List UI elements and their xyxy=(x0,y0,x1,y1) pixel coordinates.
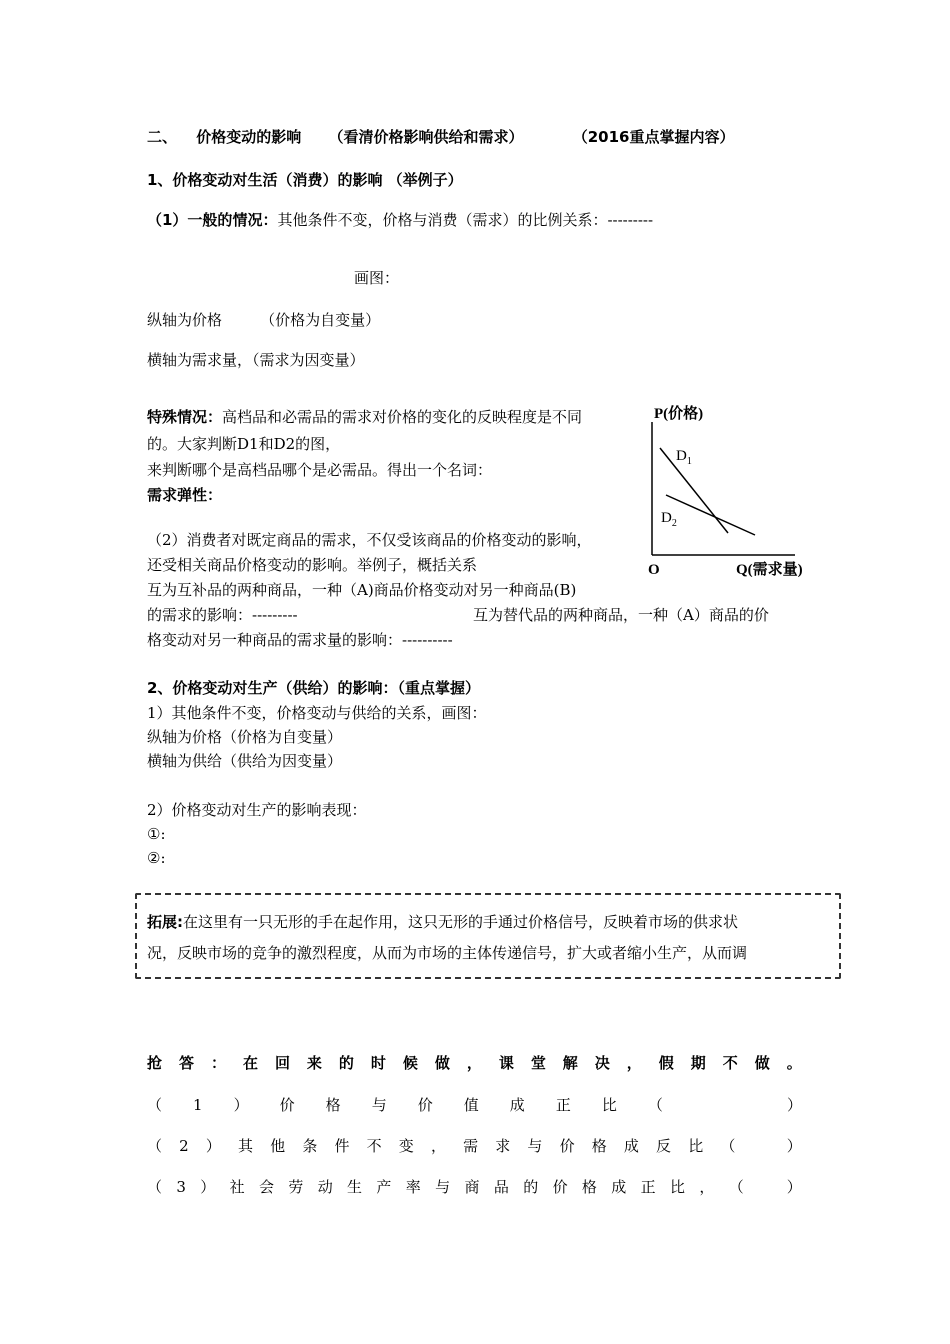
quiz-q2-char: 求 xyxy=(495,1137,511,1155)
part2-line-6: ②: xyxy=(147,849,166,867)
general-text: 其他条件不变，价格与消费（需求）的比例关系：--------- xyxy=(277,211,654,229)
quiz-q2-char: 他 xyxy=(270,1137,286,1155)
quiz-q1-char: 正 xyxy=(555,1096,571,1114)
related-goods-line-4a: 的需求的影响：--------- xyxy=(147,606,298,624)
quiz-question-2 xyxy=(147,1136,802,1156)
demand-graph xyxy=(640,400,810,585)
quiz-q2-char: （ xyxy=(147,1137,163,1155)
quiz-q3-char: 产 xyxy=(376,1178,392,1196)
quiz-heading-char: 假 xyxy=(658,1054,674,1072)
quiz-heading-char: 不 xyxy=(722,1054,738,1072)
quiz-q2-char: 其 xyxy=(238,1137,254,1155)
special-case xyxy=(147,407,582,427)
extension-line-2: 况，反映市场的竞争的激烈程度，从而为市场的主体传递信号，扩大或者缩小生产，从而调 xyxy=(147,944,748,962)
quiz-q3-char: 格 xyxy=(581,1178,597,1196)
extension-box xyxy=(135,893,841,979)
section-title: 价格变动的影响 xyxy=(196,128,302,146)
part2-heading: 2、价格变动对生产（供给）的影响：（重点掌握） xyxy=(147,679,480,697)
related-goods-line-2: 还受相关商品价格变动的影响。举例子，概括关系 xyxy=(147,556,478,574)
quiz-q3-char: （ xyxy=(147,1178,163,1196)
quiz-heading-char: 做 xyxy=(754,1054,770,1072)
quiz-q2-char: 件 xyxy=(334,1137,350,1155)
special-text-1: 高档品和必需品的需求对价格的变化的反映程度是不同 xyxy=(222,408,583,426)
related-goods-line-1: （2）消费者对既定商品的需求，不仅受该商品的价格变动的影响， xyxy=(147,531,592,549)
quiz-q3-char: 比 xyxy=(670,1178,686,1196)
quiz-heading-char: 决 xyxy=(594,1054,610,1072)
quiz-q2-char: 成 xyxy=(623,1137,639,1155)
quiz-q1-char: 比 xyxy=(601,1096,617,1114)
related-goods-line-3: 互为互补品的两种商品，一种（A)商品价格变动对另一种商品(B) xyxy=(147,581,577,599)
quiz-q3-char: 社 xyxy=(229,1178,245,1196)
quiz-q3-char: 价 xyxy=(552,1178,568,1196)
quiz-question-3 xyxy=(147,1177,802,1197)
quiz-q2-char: 比 xyxy=(688,1137,704,1155)
quiz-q1-char: （ xyxy=(147,1096,163,1114)
quiz-q1-char: 成 xyxy=(509,1096,525,1114)
quiz-q1-char: ） xyxy=(233,1096,249,1114)
quiz-q3-char: 会 xyxy=(258,1178,274,1196)
part2-line-5: ①: xyxy=(147,825,166,843)
quiz-q2-char: 需 xyxy=(463,1137,479,1155)
section-note: （2016重点掌握内容） xyxy=(572,128,735,146)
quiz-q3-char: 的 xyxy=(523,1178,539,1196)
quiz-q2-char: 价 xyxy=(559,1137,575,1155)
quiz-q2-char: 变 xyxy=(398,1137,414,1155)
related-goods-line-5: 格变动对另一种商品的需求量的影响：---------- xyxy=(147,631,453,649)
quiz-heading-char: 来 xyxy=(306,1054,322,1072)
quiz-heading-char: 抢 xyxy=(147,1054,163,1072)
quiz-heading-char: ， xyxy=(466,1054,482,1072)
quiz-q3-char: 生 xyxy=(347,1178,363,1196)
quiz-q3-char: ） xyxy=(200,1178,216,1196)
quiz-q3-char: 劳 xyxy=(288,1178,304,1196)
x-axis-label: Q(需求量) xyxy=(736,562,803,578)
general-label: （1）一般的情况： xyxy=(147,211,278,229)
quiz-q3-char: 成 xyxy=(611,1178,627,1196)
quiz-q1-char: ） xyxy=(786,1096,802,1114)
part1-general xyxy=(147,210,653,230)
quiz-heading xyxy=(147,1053,802,1073)
quiz-heading-char: 在 xyxy=(242,1054,258,1072)
special-text-3: 来判断哪个是高档品哪个是必需品。得出一个名词： xyxy=(147,461,493,479)
quiz-q3-char: 与 xyxy=(435,1178,451,1196)
quiz-q1-char: （ xyxy=(647,1096,663,1114)
quiz-heading-char: 课 xyxy=(498,1054,514,1072)
quiz-q2-char: ） xyxy=(786,1137,802,1155)
quiz-q2-char: ， xyxy=(430,1137,446,1155)
quiz-q2-char: 不 xyxy=(366,1137,382,1155)
origin-label: O xyxy=(648,562,660,578)
section-subtitle: （看清价格影响供给和需求） xyxy=(328,128,524,146)
quiz-heading-char: ， xyxy=(626,1054,642,1072)
quiz-heading-char: 解 xyxy=(562,1054,578,1072)
quiz-q2-char: 格 xyxy=(591,1137,607,1155)
quiz-q1-char: 价 xyxy=(417,1096,433,1114)
quiz-heading-char: 做 xyxy=(434,1054,450,1072)
extension-line-1 xyxy=(147,912,738,932)
quiz-heading-char: 候 xyxy=(402,1054,418,1072)
quiz-q3-char: 动 xyxy=(317,1178,333,1196)
extension-text-1: 在这里有一只无形的手在起作用，这只无形的手通过价格信号，反映着市场的供求状 xyxy=(183,913,739,931)
part2-line-1: 1）其他条件不变，价格变动与供给的关系，画图： xyxy=(147,704,487,722)
quiz-heading-char: ： xyxy=(210,1054,226,1072)
special-label: 特殊情况： xyxy=(147,408,223,426)
quiz-q1-char: 价 xyxy=(279,1096,295,1114)
quiz-q3-char: ， xyxy=(699,1178,715,1196)
quiz-q2-char: 反 xyxy=(656,1137,672,1155)
d2-label: $D_2$ xyxy=(661,510,677,529)
part1-heading: 1、价格变动对生活（消费）的影响 （举例子） xyxy=(147,171,463,189)
special-text-2: 的。大家判断D1和D2的图， xyxy=(147,435,341,453)
part2-line-3: 横轴为供给（供给为因变量） xyxy=(147,752,343,770)
quiz-heading-char: 答 xyxy=(178,1054,194,1072)
quiz-q2-char: （ xyxy=(720,1137,736,1155)
extension-label: 拓展: xyxy=(147,913,183,931)
quiz-q2-char: 条 xyxy=(302,1137,318,1155)
quiz-q3-char: 正 xyxy=(640,1178,656,1196)
quiz-q1-char: 1 xyxy=(193,1096,203,1114)
quiz-q1-char: 格 xyxy=(325,1096,341,1114)
draw-label: 画图： xyxy=(354,269,400,287)
horizontal-axis-note: 横轴为需求量，（需求为因变量） xyxy=(147,351,365,369)
vertical-axis-note: 纵轴为价格 （价格为自变量） xyxy=(147,311,381,329)
part2-line-2: 纵轴为价格（价格为自变量） xyxy=(147,728,343,746)
quiz-q3-char: 率 xyxy=(405,1178,421,1196)
d1-label: $D_1$ xyxy=(676,448,692,467)
section-number: 二、 xyxy=(147,128,178,146)
quiz-q3-char: 商 xyxy=(464,1178,480,1196)
part2-line-4: 2）价格变动对生产的影响表现： xyxy=(147,801,367,819)
quiz-question-1 xyxy=(147,1095,802,1115)
quiz-q3-char: ） xyxy=(786,1178,802,1196)
quiz-heading-char: 。 xyxy=(786,1054,802,1072)
quiz-q2-char: ） xyxy=(205,1137,221,1155)
quiz-heading-char: 时 xyxy=(370,1054,386,1072)
elasticity-label: 需求弹性： xyxy=(147,486,223,504)
quiz-q3-char: （ xyxy=(728,1178,744,1196)
quiz-heading-char: 堂 xyxy=(530,1054,546,1072)
y-axis-label: P(价格) xyxy=(654,406,704,422)
quiz-q1-char: 与 xyxy=(371,1096,387,1114)
quiz-q3-char: 品 xyxy=(493,1178,509,1196)
quiz-heading-char: 期 xyxy=(690,1054,706,1072)
quiz-q1-char: 值 xyxy=(463,1096,479,1114)
quiz-q3-char: 3 xyxy=(176,1178,186,1196)
demand-curve-d2 xyxy=(666,495,755,535)
quiz-heading-char: 的 xyxy=(338,1054,354,1072)
related-goods-line-4b: 互为替代品的两种商品，一种（A）商品的价 xyxy=(473,606,769,624)
quiz-q2-char: 2 xyxy=(179,1137,189,1155)
quiz-heading-char: 回 xyxy=(274,1054,290,1072)
quiz-q2-char: 与 xyxy=(527,1137,543,1155)
section-heading xyxy=(147,127,735,147)
